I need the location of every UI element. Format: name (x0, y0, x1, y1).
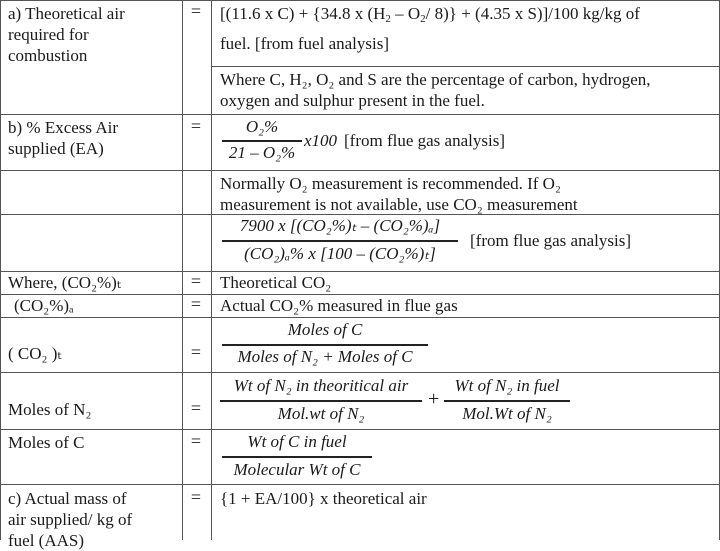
equals-sign: = (190, 1, 202, 21)
theoretical-air-note: Where C, H₂, O₂ and S are the percentage of carbon, hydrogen, oxygen and sulphur present in the fuel. (220, 70, 651, 110)
excess-air-numerator: O₂% (245, 117, 279, 136)
co2t-denominator: Moles of N₂ + Moles of C (237, 347, 413, 366)
col-divider-2 (182, 0, 183, 540)
fraction-bar (222, 240, 458, 242)
moles-c-denominator: Molecular Wt of C (233, 460, 361, 479)
actual-co2-value: Actual CO₂% measured in flue gas (220, 296, 458, 315)
equals-sign: = (190, 294, 202, 314)
actual-air-formula: {1 + EA/100} x theoretical air (220, 489, 427, 508)
excess-air-denominator: 21 – O₂% (228, 143, 296, 162)
moles-c-numerator: Wt of C in fuel (247, 432, 347, 451)
co2-excess-air-source: [from flue gas analysis] (470, 231, 631, 250)
theoretical-air-formula-source: fuel. [from fuel analysis] (220, 34, 389, 53)
moles-n2-numerator-1: Wt of N₂ in theoritical air (233, 376, 409, 395)
moles-n2-denominator-2: Mol.Wt of N₂ (462, 404, 552, 423)
fraction-bar (222, 456, 372, 458)
row-divider (0, 429, 720, 430)
co2-excess-air-denominator: (CO₂)ₐ% x [100 – (CO₂%)ₜ] (244, 244, 436, 263)
excess-air-source: [from flue gas analysis] (344, 131, 505, 150)
row-divider (211, 66, 720, 67)
theoretical-co2-label: Where, (CO₂%)ₜ (8, 273, 122, 292)
fraction-bar (222, 140, 302, 142)
moles-n2-label: Moles of N₂ (8, 400, 92, 419)
row-a-label: a) Theoretical air required for combustion (8, 4, 125, 65)
equals-sign: = (190, 487, 202, 507)
equals-sign: = (190, 398, 202, 418)
row-b-label: b) % Excess Air supplied (EA) (8, 118, 119, 158)
co2-excess-air-numerator: 7900 x [(CO₂%)ₜ – (CO₂%)ₐ] (239, 216, 441, 235)
fraction-bar (220, 400, 422, 402)
moles-c-label: Moles of C (8, 433, 85, 452)
co2t-label: ( CO₂ )ₜ (8, 344, 63, 363)
row-divider (0, 372, 720, 373)
col-divider-3 (211, 0, 212, 540)
moles-n2-numerator-2: Wt of N₂ in fuel (454, 376, 560, 395)
measurement-note: Normally O₂ measurement is recommended. If O₂ measurement is not available, use CO₂ measurement (220, 174, 578, 214)
equals-sign: = (190, 342, 202, 362)
excess-air-multiplier: x100 (304, 131, 338, 150)
actual-co2-label: (CO₂%)ₐ (14, 296, 74, 315)
row-divider (0, 484, 720, 485)
fraction-bar (222, 344, 428, 346)
row-c-label: c) Actual mass of air supplied/ kg of fuel (AAS) (8, 489, 133, 550)
theoretical-air-formula: [(11.6 x C) + {34.8 x ($H_2 - O_2/$ 8)} + (4.35 x S)]/100 kg/kg of (220, 4, 640, 25)
row-divider (0, 114, 720, 115)
co2t-numerator: Moles of C (287, 320, 363, 339)
col-divider-1 (0, 0, 1, 540)
row-divider (0, 317, 720, 318)
theoretical-co2-value: Theoretical CO₂ (220, 273, 332, 292)
row-divider (0, 170, 720, 171)
row-divider (0, 0, 720, 1)
equals-sign: = (190, 116, 202, 136)
moles-n2-denominator-1: Mol.wt of N₂ (277, 404, 365, 423)
plus-sign: + (428, 388, 440, 410)
fraction-bar (444, 400, 570, 402)
equals-sign: = (190, 271, 202, 291)
equals-sign: = (190, 431, 202, 451)
